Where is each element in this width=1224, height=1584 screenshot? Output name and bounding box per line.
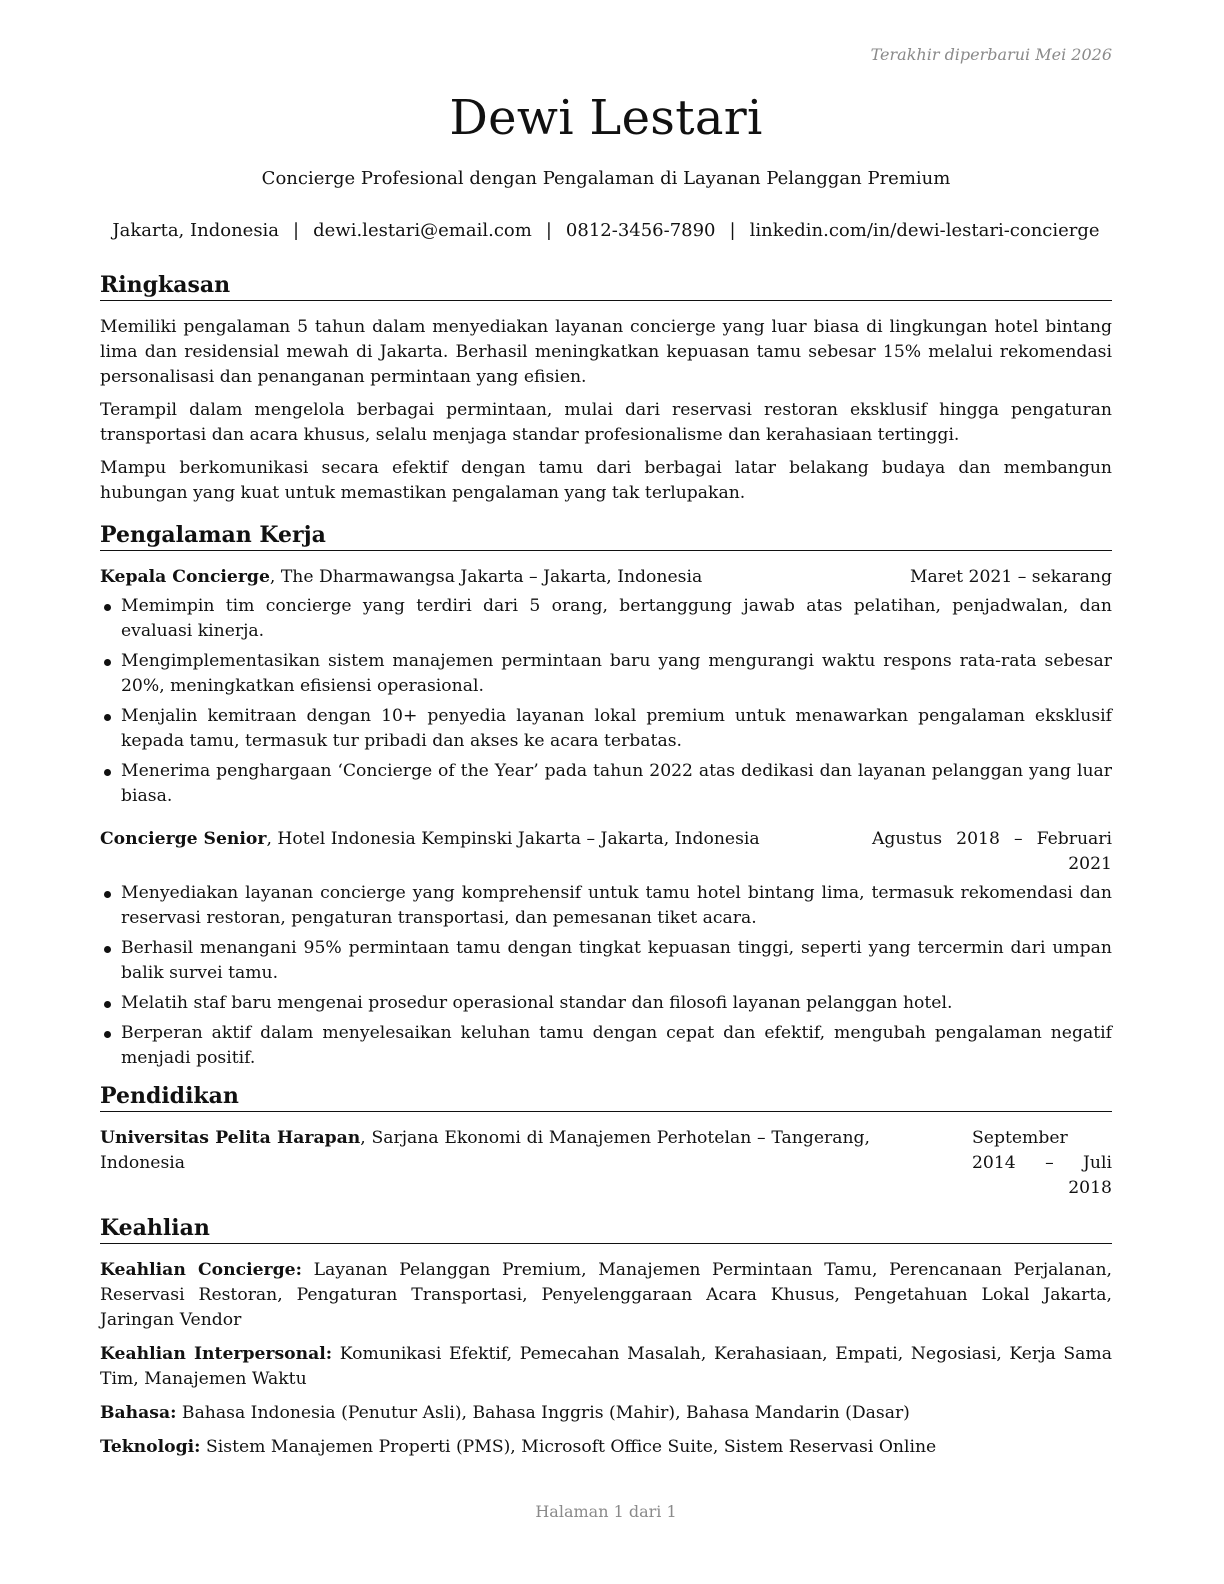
resume-body — [100, 270, 1112, 1469]
skill-text: Layanan Pelanggan Premium, Manajemen Permintaan Tamu, Perencanaan Perjalanan, Reservasi Restoran, Pengaturan Transportasi, Penyelenggaraan Acara Khusus, Pengetahuan Lokal Jakarta, Jaringan Vendor — [100, 1260, 1112, 1330]
page-number: Halaman 1 dari 1 — [535, 1502, 677, 1521]
section-title-education: Pendidikan — [100, 1081, 1112, 1112]
summary-paragraph: Mampu berkomunikasi secara efektif dengan tamu dari berbagai latar belakang budaya dan membangun hubungan yang kuat untuk memastikan pengalaman yang tak terlupakan. — [100, 458, 1112, 503]
skill-text: Komunikasi Efektif, Pemecahan Masalah, Kerahasiaan, Empati, Negosiasi, Kerja Sama Tim, Manajemen Waktu — [100, 1344, 1112, 1389]
education-dates: September 2014 – Juli 2018 — [972, 1128, 1112, 1198]
job-header — [100, 827, 1112, 877]
summary-paragraph: Terampil dalam mengelola berbagai permintaan, mulai dari reservasi restoran eksklusif hingga pengaturan transportasi dan acara khusus, selalu menjaga standar profesionalisme dan kerahasiaan tertinggi. — [100, 400, 1112, 445]
contact-location: Jakarta, Indonesia — [112, 220, 280, 241]
education-school: Universitas Pelita Harapan — [100, 1128, 361, 1148]
list-item: Berhasil menangani 95% permintaan tamu dengan tingkat kepuasan tinggi, seperti yang tercermin dari umpan balik survei tamu. — [100, 936, 1112, 986]
education-degree: , Sarjana Ekonomi di Manajemen Perhotelan – Tangerang, Indonesia — [100, 1128, 871, 1173]
job-header — [100, 565, 1112, 590]
list-item: Menerima penghargaan ‘Concierge of the Year’ pada tahun 2022 atas dedikasi dan layanan pelanggan yang luar biasa. — [100, 759, 1112, 809]
skill-group — [100, 1342, 1112, 1392]
skill-group — [100, 1435, 1112, 1460]
contact-separator: | — [545, 220, 552, 241]
job-bullets — [100, 881, 1112, 1071]
list-item: Melatih staf baru mengenai prosedur operasional standar dan filosofi layanan pelanggan hotel. — [100, 991, 1112, 1016]
education-school-degree — [100, 1126, 870, 1176]
section-title-skills: Keahlian — [100, 1213, 1112, 1244]
skill-group — [100, 1258, 1112, 1333]
job-dates: Maret 2021 – sekarang — [909, 567, 1112, 587]
skill-label: Keahlian Interpersonal: — [100, 1344, 333, 1364]
section-title-experience: Pengalaman Kerja — [100, 520, 1112, 551]
contact-email: dewi.lestari@email.com — [313, 220, 532, 241]
job-role-org — [100, 565, 702, 590]
list-item: Menyediakan layanan concierge yang komprehensif untuk tamu hotel bintang lima, termasuk rekomendasi dan reservasi restoran, pengaturan transportasi, dan pemesanan tiket acara. — [100, 881, 1112, 931]
job-dates: Agustus 2018 – Februari 2021 — [872, 829, 1112, 874]
job-role: Kepala Concierge — [100, 567, 270, 587]
list-item: Berperan aktif dalam menyelesaikan keluhan tamu dengan cepat dan efektif, mengubah pengalaman negatif menjadi positif. — [100, 1021, 1112, 1071]
person-name: Dewi Lestari — [449, 90, 763, 146]
skill-label: Keahlian Concierge: — [100, 1260, 302, 1280]
skill-label: Teknologi: — [100, 1437, 201, 1457]
list-item: Menjalin kemitraan dengan 10+ penyedia layanan lokal premium untuk menawarkan pengalaman eksklusif kepada tamu, termasuk tur pribadi dan akses ke acara terbatas. — [100, 704, 1112, 754]
last-updated: Terakhir diperbarui Mei 2026 — [870, 45, 1112, 64]
skill-label: Bahasa: — [100, 1403, 177, 1423]
contact-separator: | — [729, 220, 736, 241]
list-item: Mengimplementasikan sistem manajemen permintaan baru yang mengurangi waktu respons rata-rata sebesar 20%, meningkatkan efisiensi operasional. — [100, 649, 1112, 699]
job-role-org — [100, 827, 760, 852]
skill-text: Sistem Manajemen Properti (PMS), Microsoft Office Suite, Sistem Reservasi Online — [200, 1437, 937, 1457]
contact-phone: 0812-3456-7890 — [565, 220, 716, 241]
headline: Concierge Profesional dengan Pengalaman di Layanan Pelanggan Premium — [261, 168, 951, 189]
list-item: Memimpin tim concierge yang terdiri dari 5 orang, bertanggung jawab atas pelatihan, penjadwalan, dan evaluasi kinerja. — [100, 594, 1112, 644]
job-org: , The Dharmawangsa Jakarta – Jakarta, Indonesia — [269, 567, 703, 587]
section-title-summary: Ringkasan — [100, 270, 1112, 301]
contact-linkedin: linkedin.com/in/dewi-lestari-concierge — [749, 220, 1100, 241]
education-entry — [100, 1126, 1112, 1201]
contact-line — [100, 219, 1112, 243]
skill-text: Bahasa Indonesia (Penutur Asli), Bahasa Inggris (Mahir), Bahasa Mandarin (Dasar) — [176, 1403, 910, 1423]
job-bullets — [100, 594, 1112, 809]
job-role: Concierge Senior — [100, 829, 267, 849]
summary-paragraph: Memiliki pengalaman 5 tahun dalam menyediakan layanan concierge yang luar biasa di lingkungan hotel bintang lima dan residensial mewah di Jakarta. Berhasil meningkatkan kepuasan tamu sebesar 15% melalui rekomendasi personalisasi dan penanganan permintaan yang efisien. — [100, 317, 1112, 387]
contact-separator: | — [293, 220, 300, 241]
skill-group — [100, 1401, 1112, 1426]
job-org: , Hotel Indonesia Kempinski Jakarta – Jakarta, Indonesia — [266, 829, 760, 849]
resume-page — [100, 0, 1112, 1584]
